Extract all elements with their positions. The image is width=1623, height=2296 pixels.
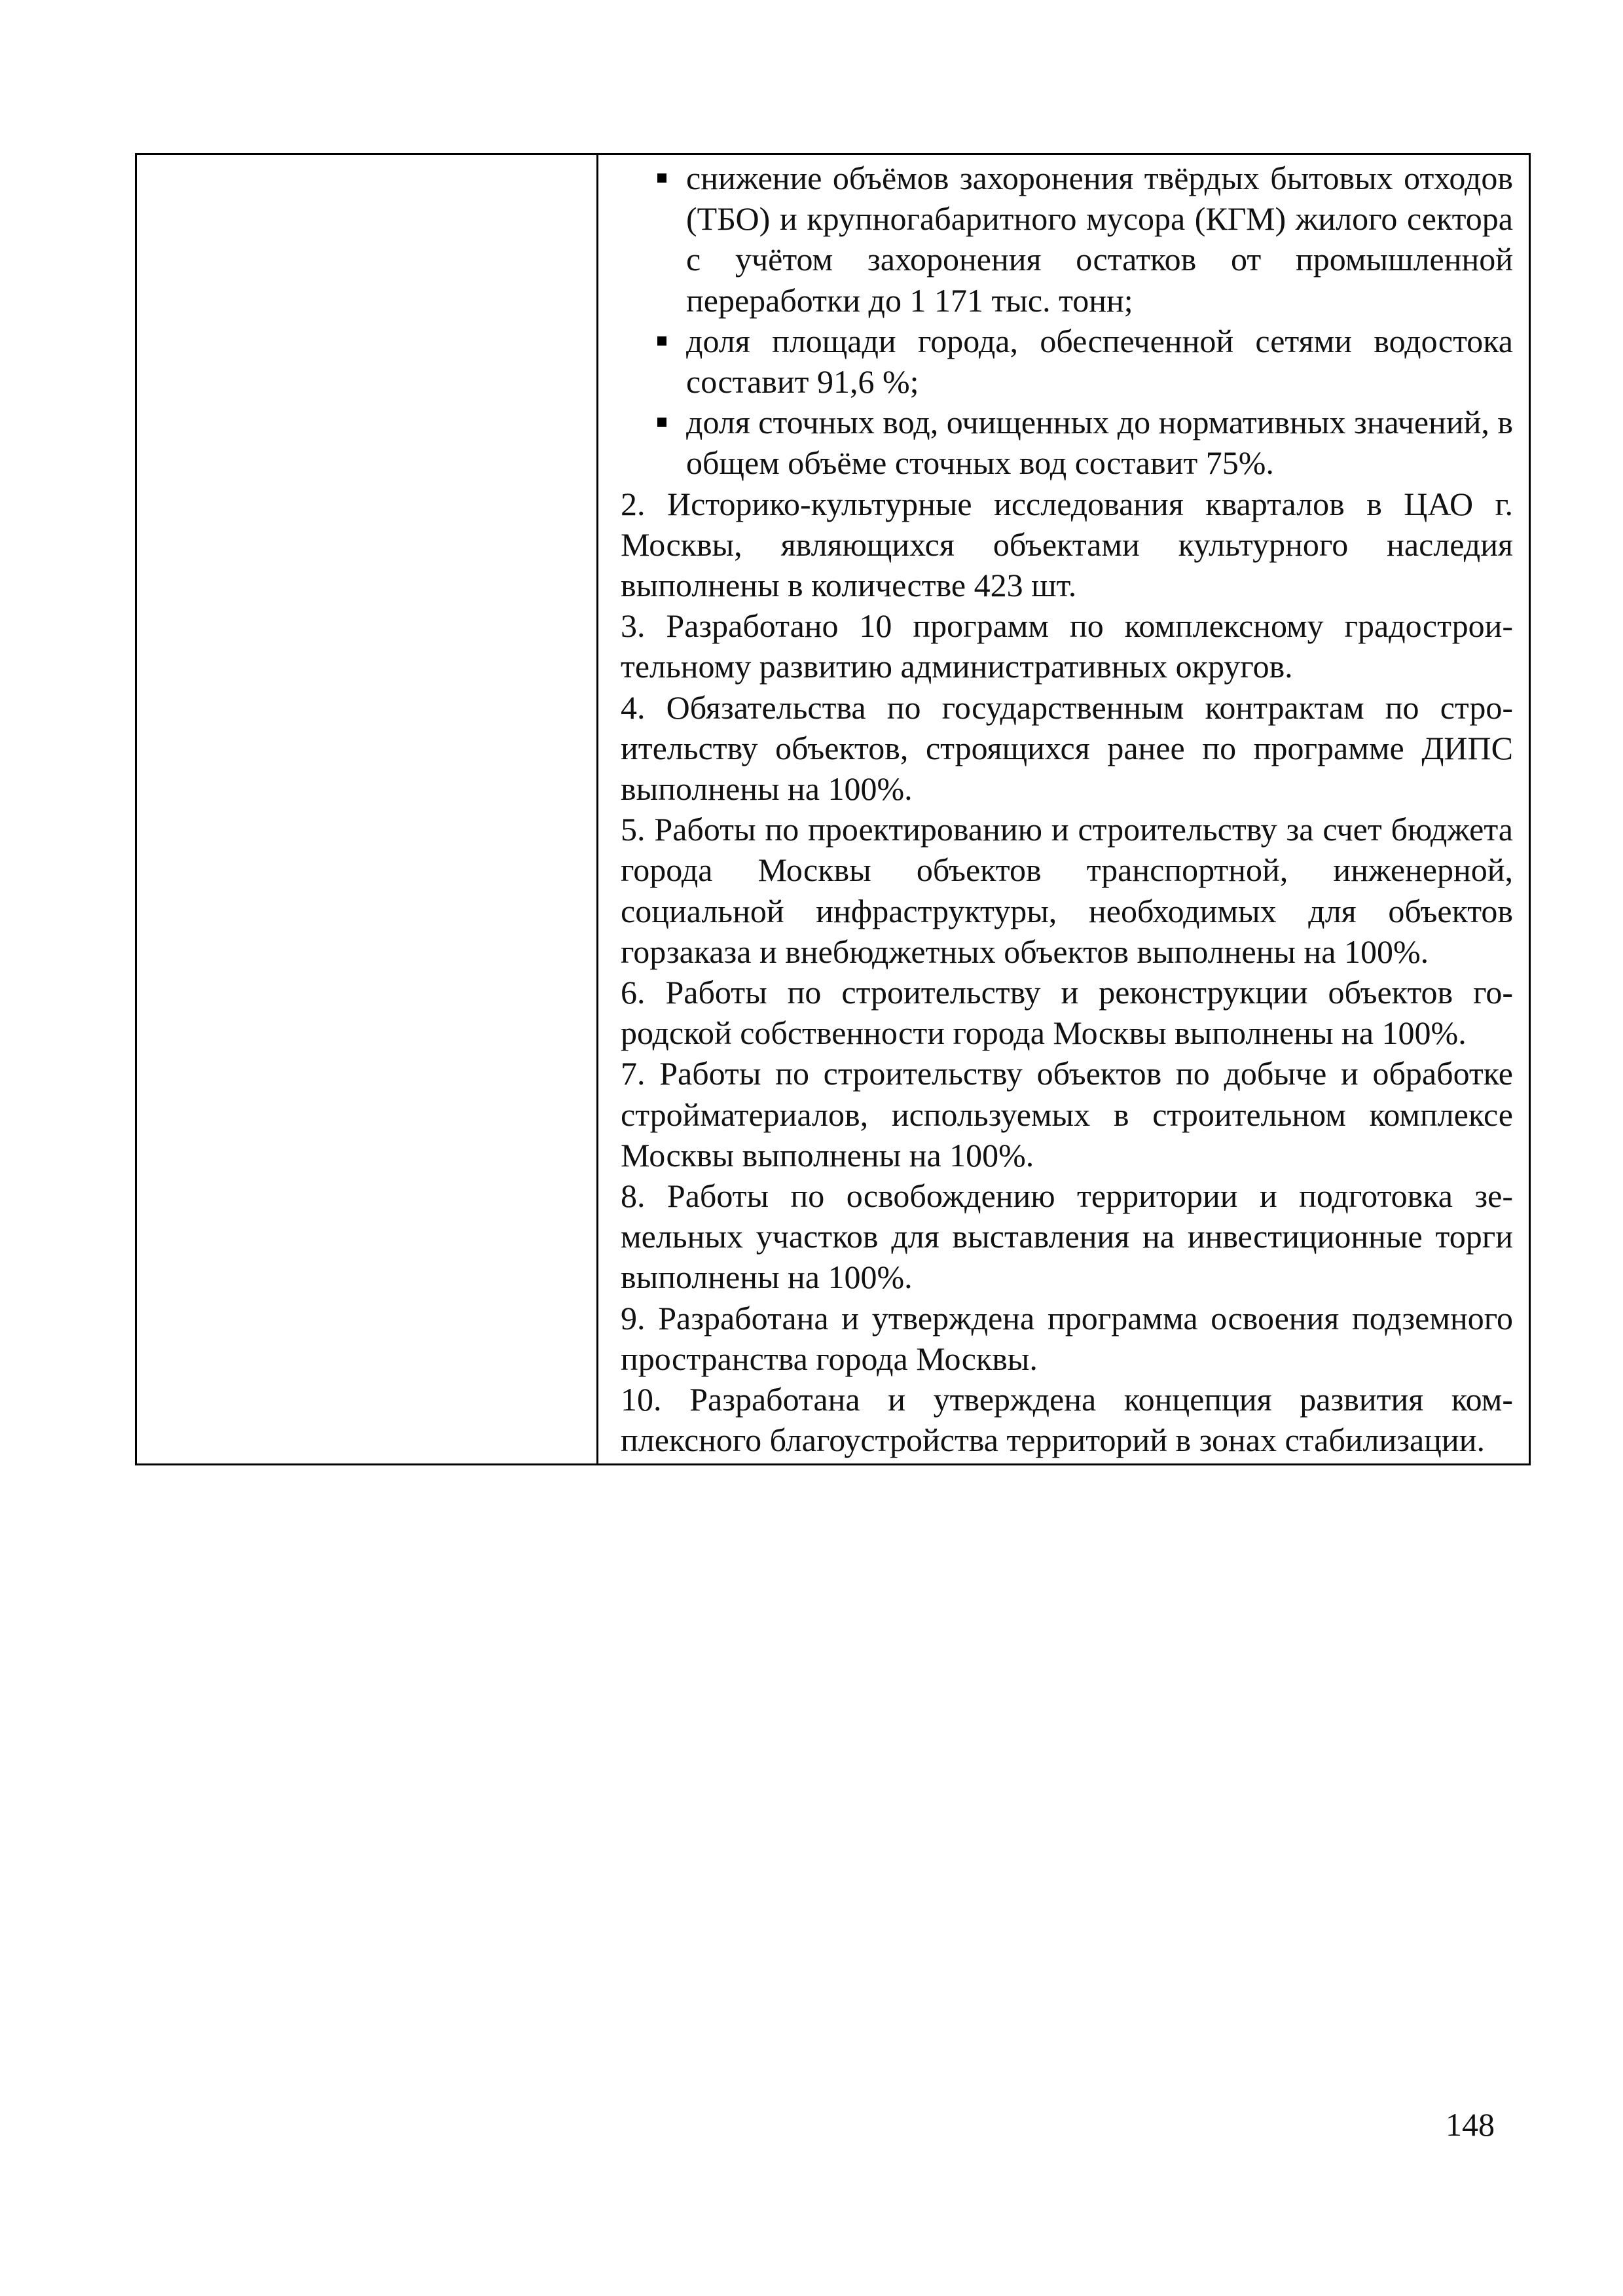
table-row <box>136 154 1530 1465</box>
list-item: доля сточных вод, очищенных до нормативных значений, в общем объёме сточных вод составит 75%. <box>621 402 1513 483</box>
list-item: снижение объёмов захоронения твёрдых бытовых отходов (ТБО) и крупногабаритного мусора (КГМ) жилого сектора с учётом захоронения остатков от промышленной переработки до 1 171 тыс. тонн; <box>621 158 1513 321</box>
table-cell-left <box>136 154 598 1465</box>
numbered-item: 10. Разработана и утверждена концепция развития комплексного благоустройства территорий в зонах стабилизации. <box>621 1381 1513 1459</box>
numbered-item: 2. Историко-культурные исследования кварталов в ЦАО г. Москвы, являющихся объектами культурного наследия выполнены в количестве 423 шт. <box>621 485 1513 604</box>
numbered-item: 5. Работы по проектированию и строительству за счет бюджета города Москвы объектов транспортной, инженерной, социальной инфраструктуры, необходимых для объектов горзаказа и внебюджетных объектов выполнены на 100%. <box>621 811 1513 970</box>
numbered-item: 4. Обязательства по государственным контрактам по строительству объектов, строящихся ранее по программе ДИПС выполнены на 100%. <box>621 689 1513 808</box>
list-item: доля площади города, обеспеченной сетями водостока составит 91,6 %; <box>621 321 1513 402</box>
page-number: 148 <box>1446 2106 1495 2143</box>
numbered-item: 8. Работы по освобождению территории и подготовка земельных участков для выставления на инвестиционные торги выполнены на 100%. <box>621 1177 1513 1296</box>
cell-text <box>621 158 1513 1461</box>
content-table <box>135 153 1531 1465</box>
bullet-list <box>621 158 1513 484</box>
numbered-item: 7. Работы по строительству объектов по добыче и обработке стройматериалов, используемых в строительном комплексе Москвы выполнены на 100%. <box>621 1055 1513 1174</box>
numbered-item: 3. Разработано 10 программ по комплексному градостроительному развитию административных округов. <box>621 607 1513 685</box>
table-cell-right <box>598 154 1530 1465</box>
numbered-item: 9. Разработана и утверждена программа освоения подземного пространства города Москвы. <box>621 1299 1513 1377</box>
numbered-item: 6. Работы по строительству и реконструкции объектов городской собственности города Москвы выполнены на 100%. <box>621 974 1513 1052</box>
